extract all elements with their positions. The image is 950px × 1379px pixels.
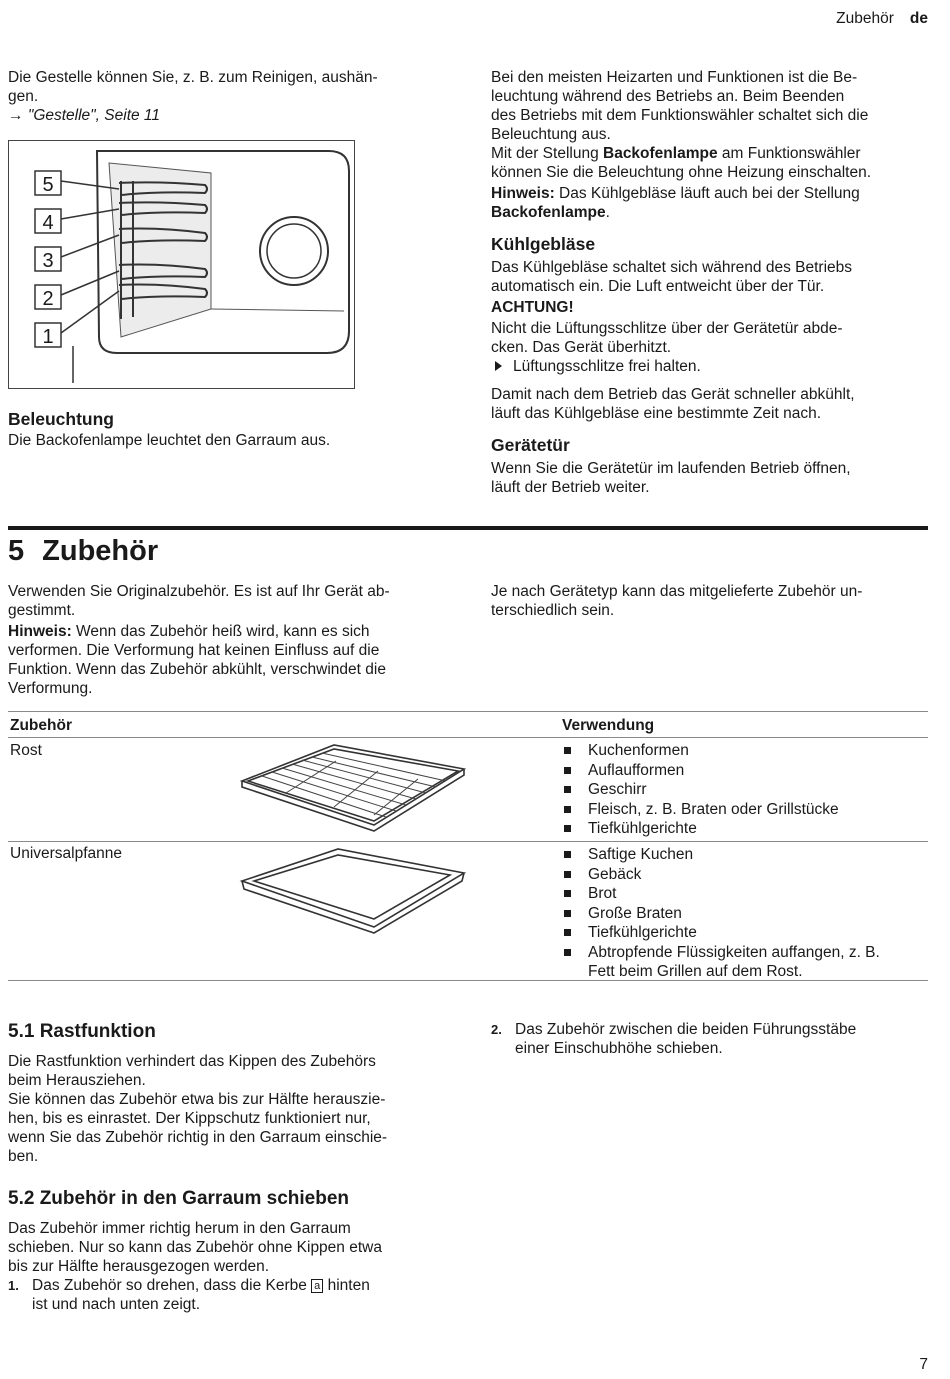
xref-link[interactable]: "Gestelle", Seite 11 [27, 107, 161, 124]
text-line: Beleuchtung aus. [491, 126, 611, 143]
table-header-verwendung: Verwendung [562, 717, 655, 734]
list-item: Tiefkühlgerichte [562, 819, 839, 838]
list-item: Geschirr [562, 780, 839, 799]
chapter-name: Zubehör [42, 535, 159, 567]
heading-kuehlgeblaese: Kühlgebläse [491, 234, 596, 254]
text-line: beim Herausziehen. [8, 1072, 146, 1089]
table-header-zubehoer: Zubehör [10, 717, 72, 734]
page-header [836, 10, 928, 28]
list-item: Kuchenformen [562, 741, 839, 760]
list-item: Gebäck [562, 865, 880, 884]
step-2: 2. Das Zubehör zwischen die beiden Führungsstäbe einer Einschubhöhe schieben. [491, 1020, 931, 1058]
list-item-continuation: Fett beim Grillen auf dem Rost. [588, 962, 803, 980]
text-line: einer Einschubhöhe schieben. [515, 1040, 723, 1057]
text-line: Die Gestelle können Sie, z. B. zum Reinigen, aushän- [8, 69, 378, 86]
text-line: Sie können das Zubehör etwa bis zur Hälfte herauszie- [8, 1091, 386, 1108]
shelf-level-label: 1 [42, 326, 54, 348]
list-item: Tiefkühlgerichte [562, 923, 880, 942]
text-line: können Sie die Beleuchtung ohne Heizung einschalten. [491, 164, 872, 181]
text-line: Das Zubehör immer richtig herum in den Garraum [8, 1220, 351, 1237]
shelf-level-label: 5 [42, 174, 54, 196]
intro-gestelle [8, 68, 438, 125]
text-line: leuchtung während des Betriebs an. Beim Beenden [491, 88, 845, 105]
text-line: Backofenlampe. [491, 204, 610, 221]
text-line: ben. [8, 1148, 39, 1165]
text-line: cken. Das Gerät überhitzt. [491, 339, 672, 356]
usage-list-universalpfanne [562, 845, 880, 981]
hinweis-note: Hinweis: Wenn das Zubehör heiß wird, kann es sich [8, 623, 370, 640]
text-line: Das Kühlgebläse schaltet sich während des Betriebs [491, 259, 853, 276]
heading-geraetetuer: Gerätetür [491, 435, 570, 455]
shelf-level-label: 4 [42, 212, 54, 234]
text-line: läuft das Kühlgebläse eine bestimmte Zeit nach. [491, 405, 821, 422]
usage-list-rost [562, 741, 839, 838]
table-rule [8, 737, 928, 738]
list-item: Abtropfende Flüssigkeiten auffangen, z. B. [562, 943, 880, 962]
text-line: Mit der Stellung Backofenlampe am Funktionswähler [491, 145, 861, 162]
action-step: Lüftungsschlitze frei halten. [491, 357, 931, 376]
baking-tray-icon [238, 845, 468, 935]
heading-beleuchtung: Beleuchtung [8, 409, 114, 429]
shelf-level-label: 2 [42, 288, 54, 310]
step-1: 1. Das Zubehör so drehen, dass die Kerbe a hinten [8, 1277, 370, 1294]
text-line: verformen. Die Verformung hat keinen Einfluss auf die [8, 642, 380, 659]
heading-zubehoer-schieben: 5.2 Zubehör in den Garraum schieben [8, 1188, 350, 1209]
table-cell-accessory: Rost [10, 742, 42, 759]
warning-label: ACHTUNG! [491, 299, 574, 316]
chapter-intro-right [491, 582, 931, 620]
text-line: Bei den meisten Heizarten und Funktionen ist die Be- [491, 69, 858, 86]
header-language: de [909, 10, 928, 27]
header-section: Zubehör [836, 10, 894, 27]
text-line: Nicht die Lüftungsschlitze über der Gerätetür abde- [491, 320, 843, 337]
text-line: läuft der Betrieb weiter. [491, 479, 650, 496]
text-line: Wenn Sie die Gerätetür im laufenden Betrieb öffnen, [491, 460, 851, 477]
table-rule [8, 711, 928, 712]
list-item: Brot [562, 884, 880, 903]
zubehoer-schieben-text [8, 1219, 448, 1314]
text-line: gen. [8, 88, 39, 105]
arrow-right-icon: → [8, 107, 24, 124]
text-line: terschiedlich sein. [491, 602, 615, 619]
text-line: wenn Sie das Zubehör richtig in den Garraum einschie- [8, 1129, 388, 1146]
list-item: Saftige Kuchen [562, 845, 880, 864]
cross-reference[interactable] [8, 106, 438, 125]
text-line: bis zur Hälfte herausgezogen werden. [8, 1258, 270, 1275]
text-line: Je nach Gerätetyp kann das mitgelieferte Zubehör un- [491, 583, 863, 600]
rack-icon [238, 741, 468, 833]
rastfunktion-text [8, 1052, 448, 1166]
text-line: Funktion. Wenn das Zubehör abkühlt, verschwindet die [8, 661, 386, 678]
chapter-rule [8, 526, 928, 530]
oven-shelf-figure [8, 140, 355, 389]
text-line: automatisch ein. Die Luft entweicht über der Tür. [491, 278, 825, 295]
page-number: 7 [919, 1356, 928, 1373]
oven-illustration [9, 141, 353, 387]
list-item: Große Braten [562, 904, 880, 923]
beleuchtung-text: Die Backofenlampe leuchtet den Garraum aus. [8, 432, 331, 449]
text-line: Verformung. [8, 680, 93, 697]
table-cell-accessory: Universalpfanne [10, 845, 123, 862]
chapter-intro-left [8, 582, 448, 698]
hinweis-note: Hinweis: Das Kühlgebläse läuft auch bei der Stellung [491, 185, 860, 202]
text-line: Damit nach dem Betrieb das Gerät schneller abkühlt, [491, 386, 855, 403]
text-line: ist und nach unten zeigt. [32, 1296, 201, 1313]
table-rule [8, 841, 928, 842]
list-item: Auflaufformen [562, 761, 839, 780]
text-line: gestimmt. [8, 602, 76, 619]
shelf-level-label: 3 [42, 250, 54, 272]
text-line: Verwenden Sie Originalzubehör. Es ist auf Ihr Gerät ab- [8, 583, 390, 600]
text-line: des Betriebs mit dem Funktionswähler schaltet sich die [491, 107, 869, 124]
heading-rastfunktion: 5.1 Rastfunktion [8, 1021, 156, 1042]
text-line: Die Rastfunktion verhindert das Kippen des Zubehörs [8, 1053, 376, 1070]
text-line: hen, bis es einrastet. Der Kippschutz funktioniert nur, [8, 1110, 371, 1127]
marker-a-icon: a [311, 1279, 323, 1293]
right-top-column [491, 68, 931, 497]
accessories-table [8, 711, 928, 983]
list-item: Fleisch, z. B. Braten oder Grillstücke [562, 800, 839, 819]
text-line: schieben. Nur so kann das Zubehör ohne Kippen etwa [8, 1239, 382, 1256]
chapter-title [8, 534, 158, 568]
chapter-number: 5 [8, 535, 25, 567]
table-rule [8, 980, 928, 981]
